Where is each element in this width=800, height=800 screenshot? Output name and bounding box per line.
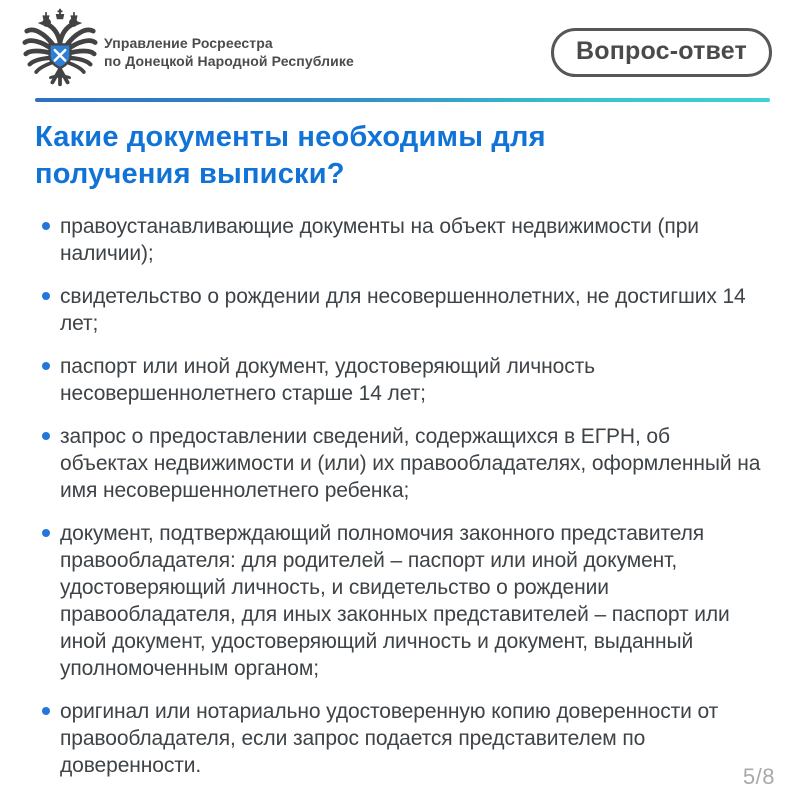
list-item-text: запрос о предоставлении сведений, содержащихся в ЕГРН, об объектах недвижимости и (или) их правообладателях, оформленный на имя несовершеннолетнего ребенка; — [60, 425, 761, 502]
documents-list — [35, 213, 772, 779]
bullet-dot-icon — [42, 222, 50, 230]
list-item-text: оригинал или нотариально удостоверенную копию доверенности от правообладателя, если запрос подается представителем по доверенности. — [60, 700, 719, 777]
gradient-divider — [35, 98, 770, 102]
list-item — [35, 283, 762, 337]
list-item — [35, 213, 762, 267]
bullet-dot-icon — [42, 529, 50, 537]
rosreestr-eagle-icon — [22, 8, 98, 96]
page-title: Какие документы необходимы для получения выписки? — [35, 121, 546, 190]
list-item — [35, 520, 762, 682]
bullet-dot-icon — [42, 292, 50, 300]
org-name — [104, 34, 354, 70]
list-item — [35, 423, 762, 504]
list-item-text: паспорт или иной документ, удостоверяющий личность несовершеннолетнего старше 14 лет; — [60, 355, 595, 405]
page-indicator: 5/8 — [742, 764, 775, 789]
list-item — [35, 698, 762, 779]
list-item-text: документ, подтверждающий полномочия законного представителя правообладателя: для родителей – паспорт или иной документ, удостоверяющий личность, и свидетельство о рождении правообладателя, для иных законных представителей – паспорт или иной документ, удостоверяющий личность и документ, выданный уполномоченным органом; — [60, 522, 730, 680]
bullet-dot-icon — [42, 362, 50, 370]
org-name-line2: по Донецкой Народной Республике — [104, 53, 354, 69]
org-name-line1: Управление Росреестра — [104, 35, 273, 51]
header — [0, 0, 800, 94]
question-answer-badge: Вопрос-ответ — [551, 28, 772, 77]
list-item-text: свидетельство о рождении для несовершеннолетних, не достигших 14 лет; — [60, 285, 746, 335]
bullet-dot-icon — [42, 707, 50, 715]
list-item-text: правоустанавливающие документы на объект недвижимости (при наличии); — [60, 215, 699, 265]
list-item — [35, 353, 762, 407]
bullet-dot-icon — [42, 432, 50, 440]
brand — [22, 8, 354, 96]
